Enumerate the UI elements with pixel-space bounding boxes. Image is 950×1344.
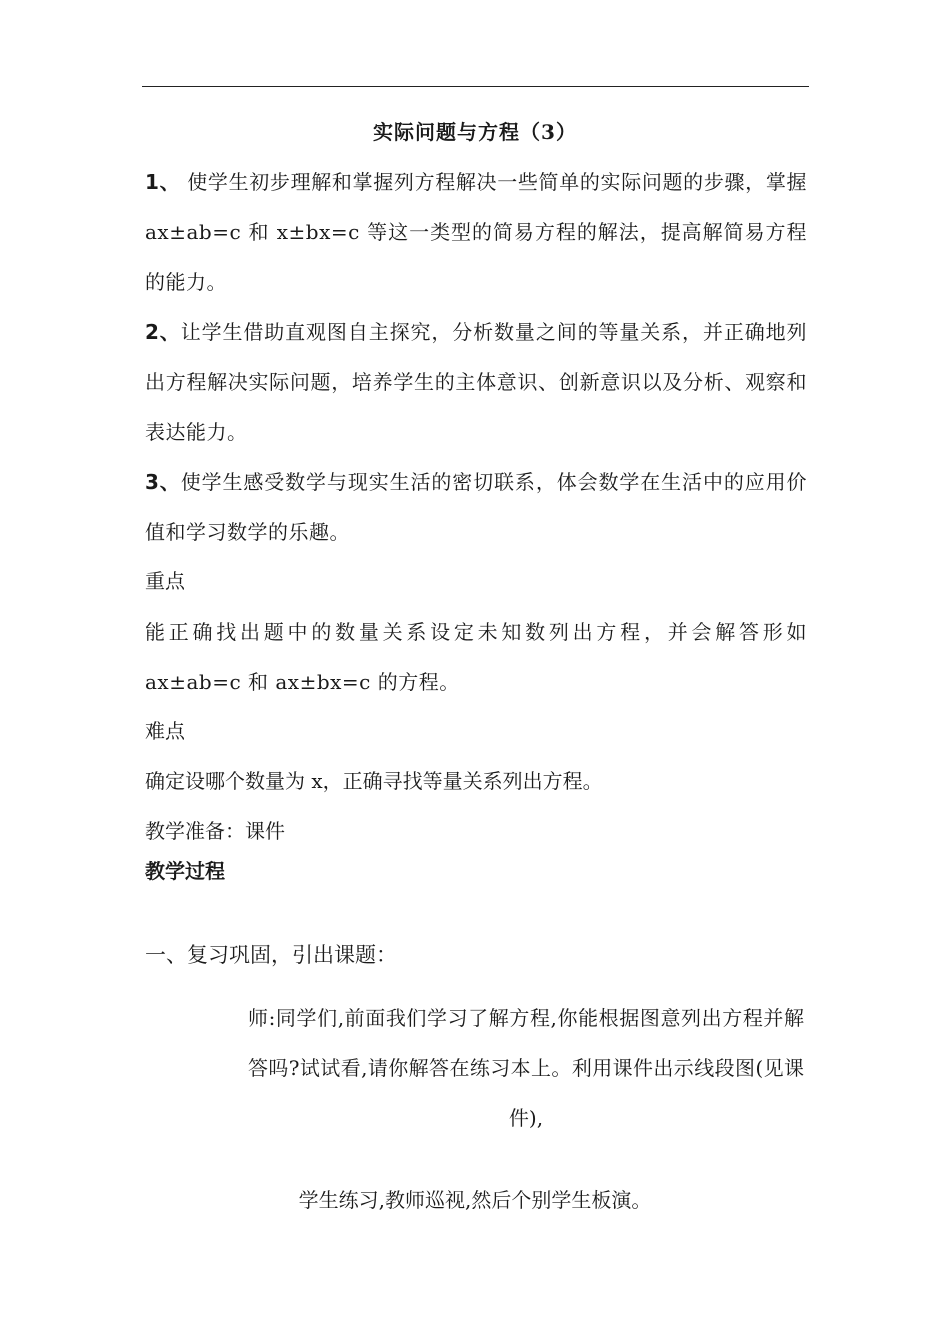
difficulty-label: 难点 xyxy=(145,719,185,743)
teacher-paragraph: 师:同学们,前面我们学习了解方程,你能根据图意列出方程并解答吗?试试看,请你解答在练习本上。利用课件出示线段图(见课件), xyxy=(248,1006,804,1130)
preparation-text: 教学准备：课件 xyxy=(145,819,285,843)
key-point-text: 能正确找出题中的数量关系设定未知数列出方程，并会解答形如 ax±ab=c 和 ax±bx=c 的方程。 xyxy=(145,620,807,694)
objective-3 xyxy=(145,457,807,557)
difficulty-text: 确定设哪个数量为 x，正确寻找等量关系列出方程。 xyxy=(145,769,603,793)
objective-2 xyxy=(145,307,807,457)
objective-1-text: 使学生初步理解和掌握列方程解决一些简单的实际问题的步骤，掌握 ax±ab=c 和 x±bx=c 等这一类型的简易方程的解法，提高解简易方程的能力。 xyxy=(145,170,807,294)
document-title: 实际问题与方程（3） xyxy=(373,120,577,144)
section-1-heading: 一、复习巩固，引出课题： xyxy=(145,943,397,967)
process-heading: 教学过程 xyxy=(145,859,225,883)
key-point-label: 重点 xyxy=(145,569,185,593)
student-activity-line: 学生练习,教师巡视,然后个别学生板演。 xyxy=(298,1188,652,1212)
objective-1 xyxy=(145,157,807,307)
objective-2-text: 让学生借助直观图自主探究，分析数量之间的等量关系，并正确地列出方程解决实际问题，培养学生的主体意识、创新意识以及分析、观察和表达能力。 xyxy=(145,320,808,444)
header-rule xyxy=(142,86,809,87)
objective-1-number: 1、 xyxy=(145,170,181,194)
objective-3-number: 3、 xyxy=(145,470,181,494)
objective-2-number: 2、 xyxy=(145,320,181,344)
objective-3-text: 使学生感受数学与现实生活的密切联系，体会数学在生活中的应用价值和学习数学的乐趣。 xyxy=(145,470,808,544)
